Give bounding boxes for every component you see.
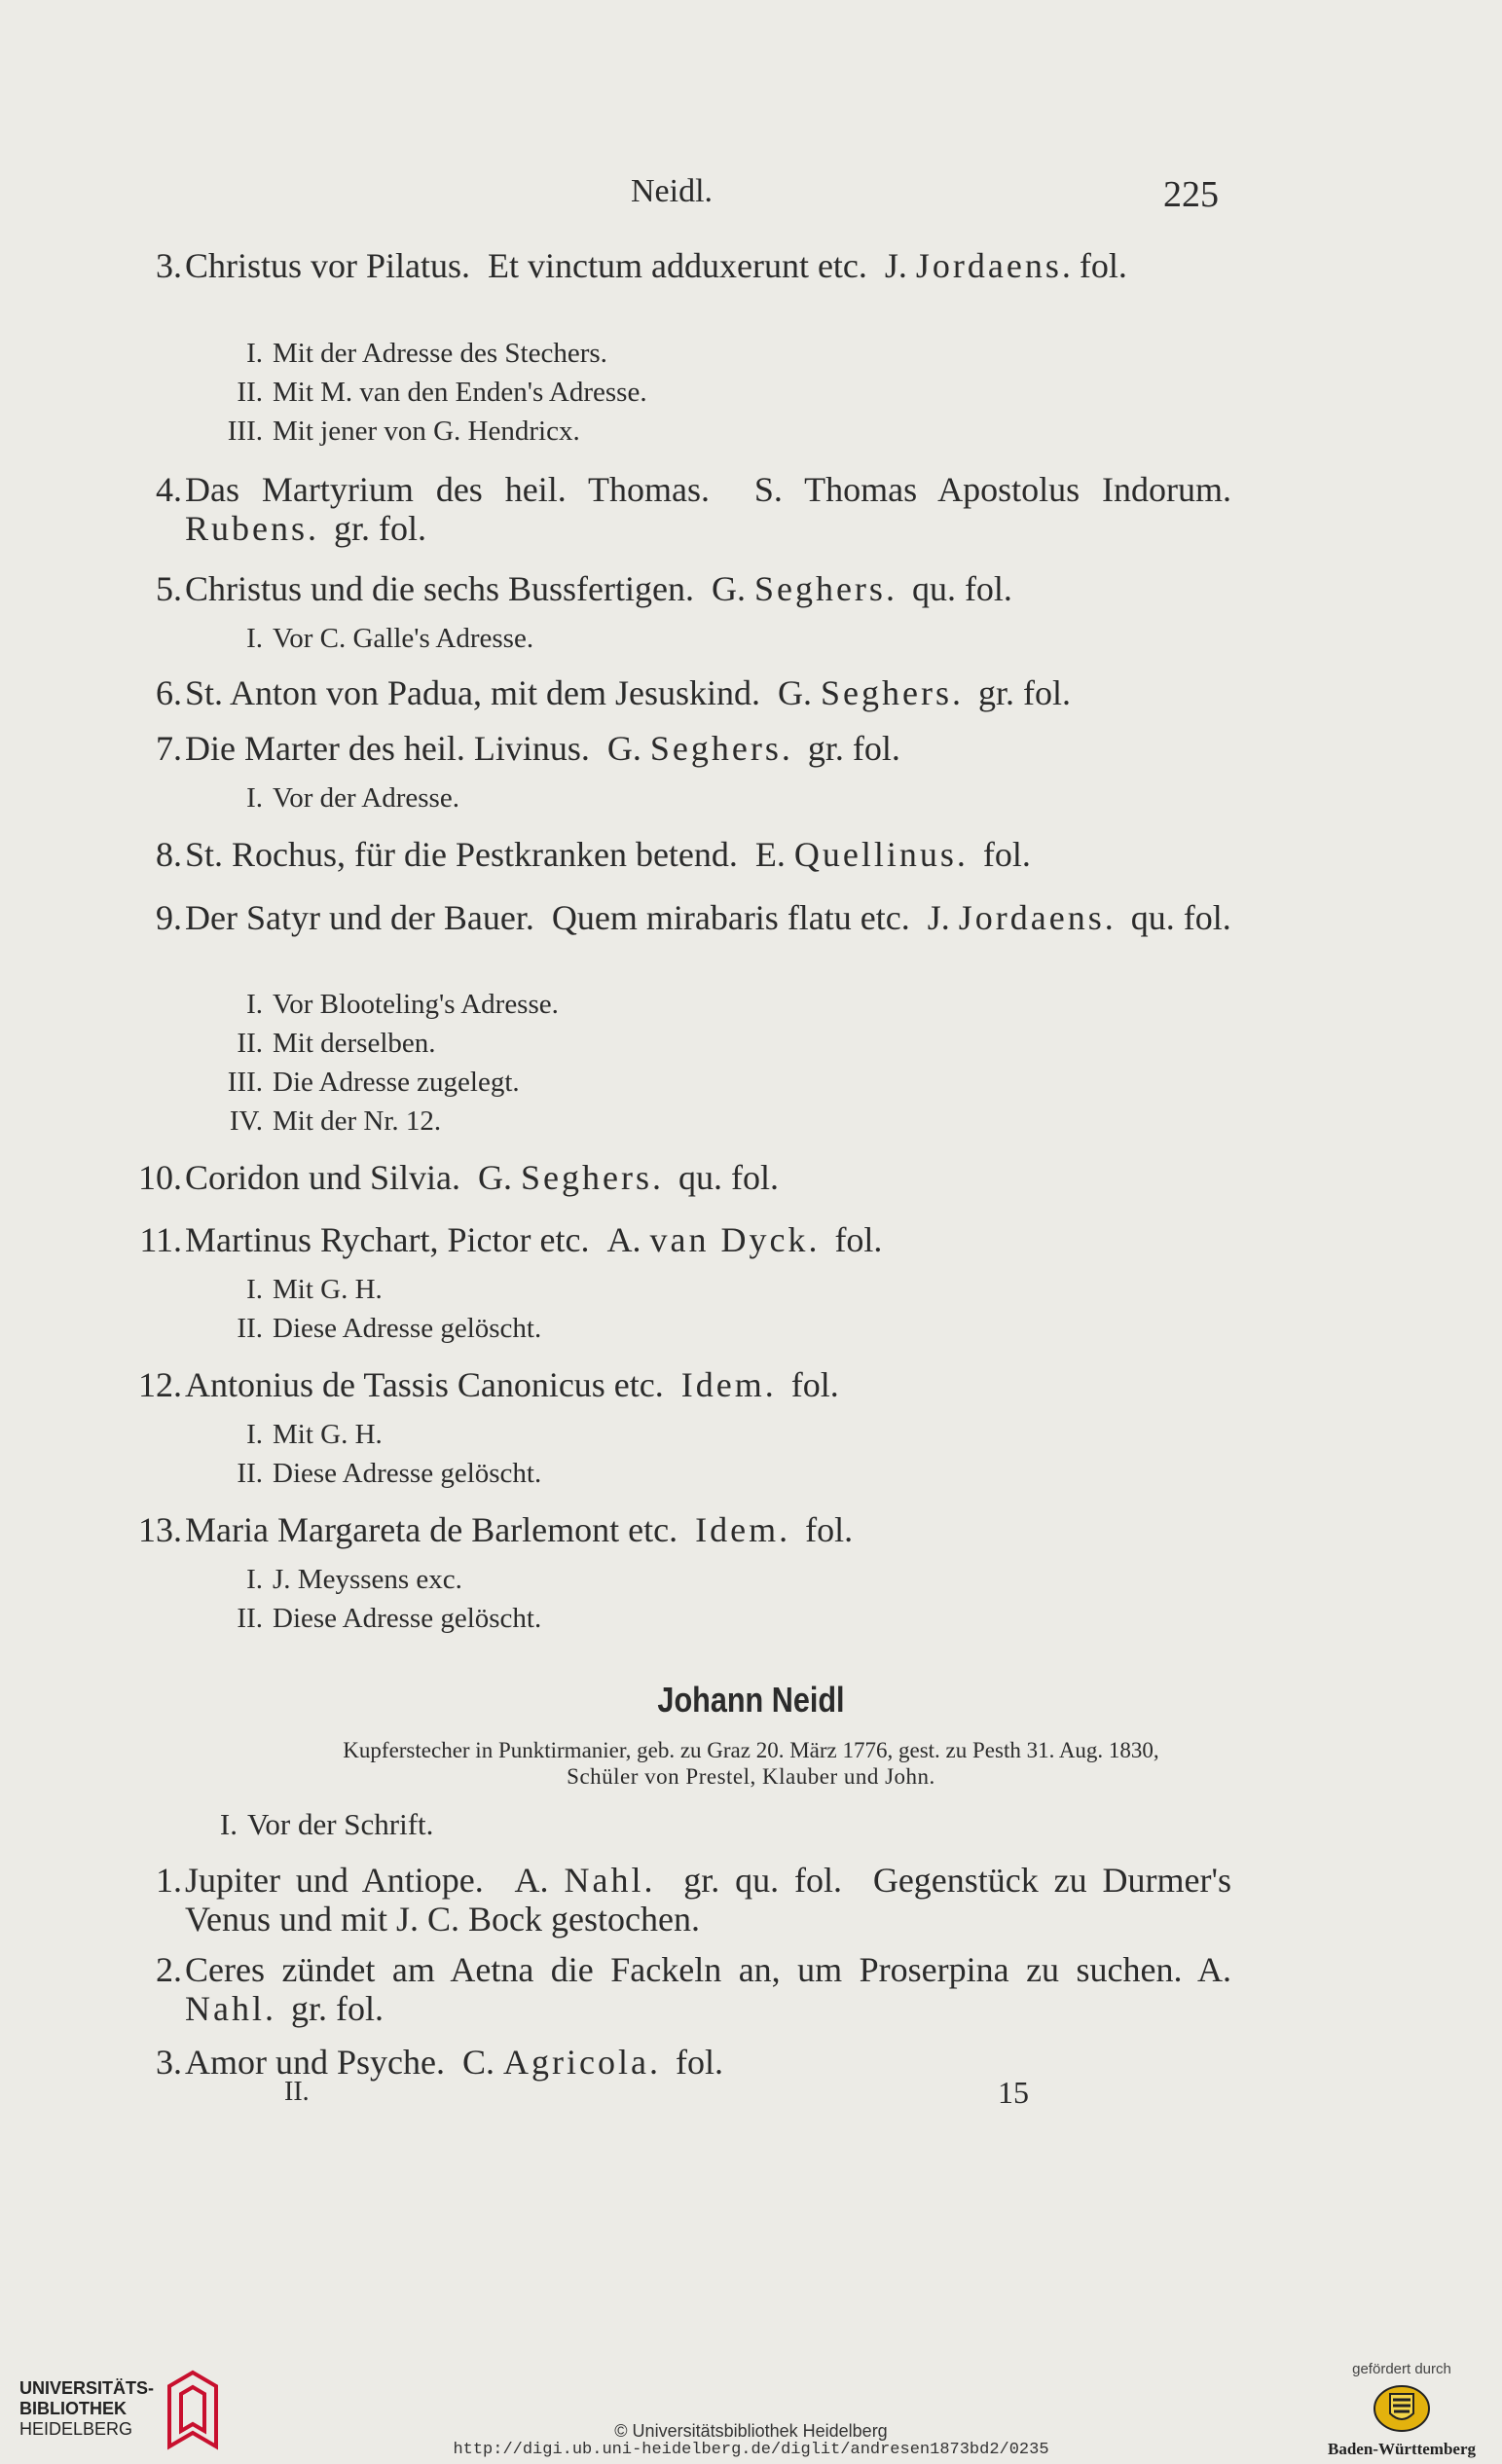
state-line [208, 334, 607, 373]
state-numeral: II. [237, 1028, 263, 1059]
entry-number: 2. [156, 1950, 182, 1989]
entry-text: Martinus Rychart, Pictor etc. A. van Dyck. fol. [185, 1220, 883, 1259]
state-line [208, 779, 459, 817]
state-line [208, 1415, 383, 1454]
state-text: Vor der Schrift. [247, 1807, 434, 1841]
entry-number: 3. [156, 246, 182, 285]
state-numeral: II. [237, 1458, 263, 1489]
signature-mark: II. [284, 2077, 310, 2107]
library-name-line: HEIDELBERG [19, 2419, 133, 2439]
state-numeral: I. [246, 989, 263, 1020]
entry-text: Coridon und Silvia. G. Seghers. qu. fol. [185, 1158, 779, 1197]
state-numeral: I. [246, 1419, 263, 1450]
catalogue-entry [138, 1510, 1231, 1549]
entry-text: St. Anton von Padua, mit dem Jesuskind. G. Seghers. gr. fol. [185, 673, 1071, 712]
state-numeral: IV. [229, 1105, 263, 1137]
entry-text: Jupiter und Antiope. A. Nahl. gr. qu. fol. Gegenstück zu Durmer's Venus und mit J. C. Bock gestochen. [185, 1861, 1231, 1939]
catalogue-entry [141, 569, 1231, 608]
state-numeral: I. [246, 1274, 263, 1305]
sheet-number: 15 [998, 2075, 1029, 2110]
state-line [208, 1560, 462, 1599]
entry-text: Ceres zündet am Aetna die Fackeln an, um Proserpina zu suchen. A. Nahl. gr. fol. [185, 1950, 1231, 2028]
library-name-line: BIBLIOTHEK [19, 2399, 127, 2418]
state-name: Baden-Württemberg [1327, 2440, 1477, 2458]
state-text: Vor Blooteling's Adresse. [273, 989, 559, 1020]
state-numeral: II. [237, 1603, 263, 1634]
catalogue-entry [141, 470, 1231, 548]
entry-number: 4. [156, 470, 182, 509]
artist-bio-line: Kupferstecher in Punktirmanier, geb. zu Graz 20. März 1776, gest. zu Pesth 31. Aug. 1830, [343, 1738, 1159, 1762]
state-text: Diese Adresse gelöscht. [273, 1313, 542, 1344]
state-text: J. Meyssens exc. [273, 1564, 462, 1595]
state-line [208, 1102, 441, 1141]
state-numeral: I. [246, 338, 263, 369]
state-crest-icon [1371, 2382, 1433, 2435]
state-text: Vor C. Galle's Adresse. [273, 623, 534, 654]
entry-text: Antonius de Tassis Canonicus etc. Idem. fol. [185, 1365, 839, 1404]
catalogue-entry [141, 729, 1231, 768]
entry-number: 3. [156, 2043, 182, 2082]
state-numeral: I. [246, 782, 263, 814]
state-numeral: I. [219, 1807, 238, 1841]
state-text: Mit M. van den Enden's Adresse. [273, 377, 647, 408]
state-numeral: III. [227, 1067, 263, 1098]
entry-number: 9. [156, 898, 182, 937]
entry-text: Die Marter des heil. Livinus. G. Seghers. gr. fol. [185, 729, 900, 768]
page-header [0, 173, 1502, 222]
state-line [208, 619, 533, 658]
running-head: Neidl. [631, 173, 714, 209]
entry-text: Christus vor Pilatus. Et vinctum adduxerunt etc. J. Jordaens. fol. [185, 246, 1127, 285]
catalogue-entry [141, 835, 1231, 874]
state-line [208, 1024, 436, 1063]
state-text: Mit der Nr. 12. [273, 1105, 442, 1137]
entry-number: 11. [139, 1220, 182, 1259]
state-text: Vor der Adresse. [273, 782, 459, 814]
catalogue-entry [141, 673, 1231, 712]
entry-text: Amor und Psyche. C. Agricola. fol. [185, 2043, 723, 2082]
entry-number: 8. [156, 835, 182, 874]
state-line [208, 1599, 541, 1638]
state-numeral: I. [246, 623, 263, 654]
entry-number: 6. [156, 673, 182, 712]
copyright-notice: © Universitätsbibliothek Heidelberg [614, 2421, 888, 2441]
state-line [208, 1063, 520, 1102]
state-text: Mit jener von G. Hendricx. [273, 416, 580, 447]
state-numeral: II. [237, 377, 263, 408]
entry-text: Christus und die sechs Bussfertigen. G. Seghers. qu. fol. [185, 569, 1012, 608]
state-line [208, 1309, 541, 1348]
state-text: Diese Adresse gelöscht. [273, 1458, 542, 1489]
state-line [208, 373, 647, 412]
permalink-url[interactable]: http://digi.ub.uni-heidelberg.de/diglit/andresen1873bd2/0235 [453, 2441, 1049, 2459]
state-text: Die Adresse zugelegt. [273, 1067, 520, 1098]
state-line [208, 412, 580, 451]
catalogue-entry [141, 898, 1231, 937]
state-text: Mit der Adresse des Stechers. [273, 338, 607, 369]
entry-text: Maria Margareta de Barlemont etc. Idem. fol. [185, 1510, 854, 1549]
funded-by-label: gefördert durch [1352, 2361, 1451, 2377]
state-text: Diese Adresse gelöscht. [273, 1603, 542, 1634]
state-text: Mit G. H. [273, 1274, 383, 1305]
entry-text: Der Satyr und der Bauer. Quem mirabaris flatu etc. J. Jordaens. qu. fol. [185, 898, 1231, 937]
entry-number: 1. [156, 1861, 182, 1900]
entry-text: Das Martyrium des heil. Thomas. S. Thomas Apostolus Indorum. Rubens. gr. fol. [185, 470, 1231, 548]
entry-number: 10. [138, 1158, 182, 1197]
entry-number: 5. [156, 569, 182, 608]
state-line [208, 1454, 541, 1493]
catalogue-entry [141, 246, 1231, 285]
catalogue-entry [141, 1950, 1231, 2028]
catalogue-entry [141, 1861, 1231, 1939]
library-name-line: UNIVERSITÄTS- [19, 2378, 155, 2398]
state-numeral: II. [237, 1313, 263, 1344]
state-text: Mit G. H. [273, 1419, 383, 1450]
entry-number: 13. [138, 1510, 182, 1549]
entry-number: 7. [156, 729, 182, 768]
state-numeral: III. [227, 416, 263, 447]
state-line [208, 1270, 383, 1309]
section-title: Johann Neidl [657, 1680, 845, 1720]
state-line [208, 985, 559, 1024]
catalogue-entry [138, 1158, 1231, 1197]
catalogue-entry [141, 2043, 1231, 2082]
state-text: Mit derselben. [273, 1028, 436, 1059]
entry-number: 12. [138, 1365, 182, 1404]
catalogue-entry [141, 1220, 1231, 1259]
state-numeral: I. [246, 1564, 263, 1595]
catalogue-entry [138, 1365, 1231, 1404]
page-number: 225 [1163, 174, 1219, 215]
state-line [208, 1805, 433, 1844]
entry-text: St. Rochus, für die Pestkranken betend. E. Quellinus. fol. [185, 835, 1031, 874]
artist-bio-line: Schüler von Prestel, Klauber und John. [567, 1764, 935, 1789]
